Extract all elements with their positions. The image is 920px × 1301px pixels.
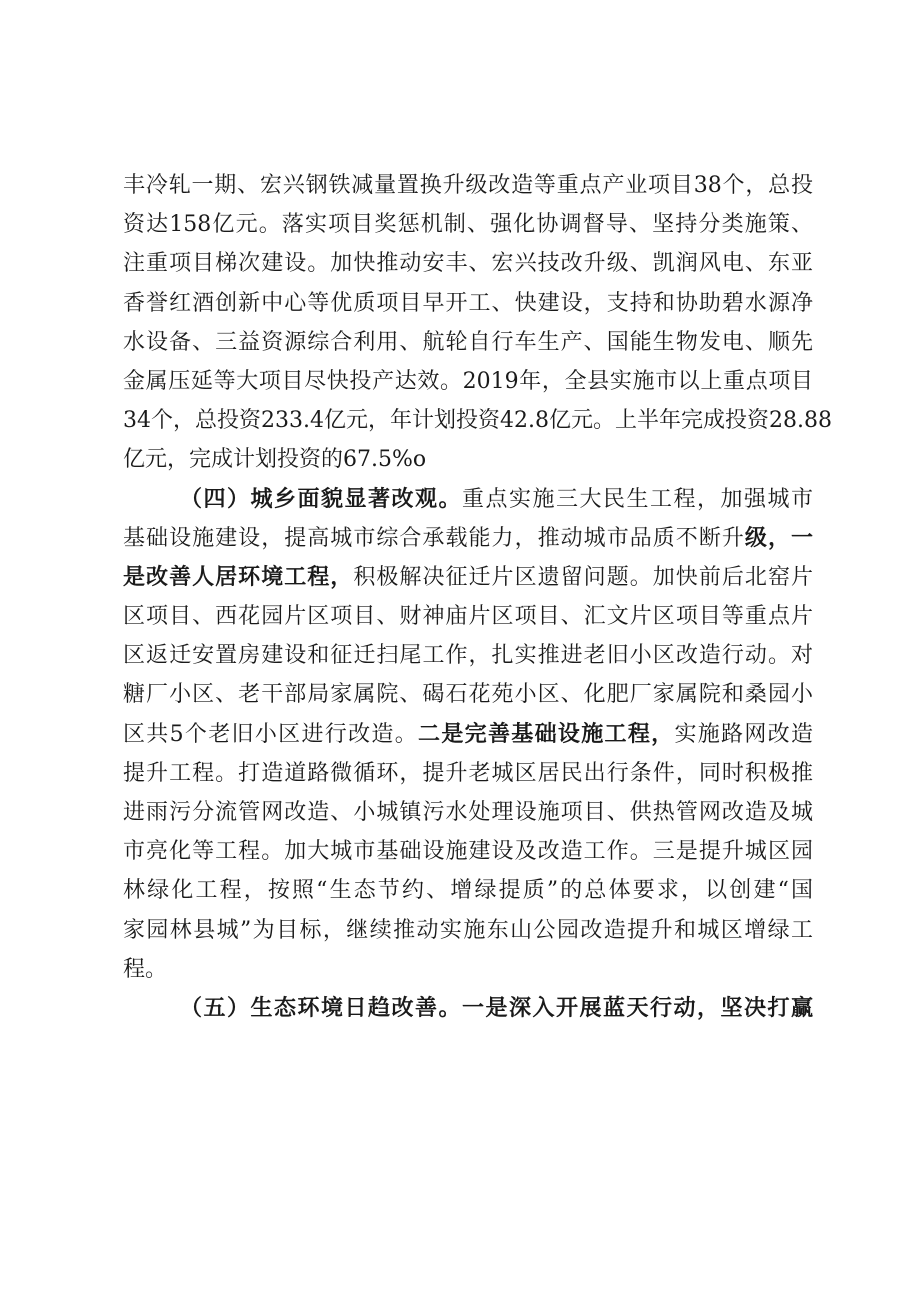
text-line: 亿元，完成计划投资的67.5%o — [123, 447, 427, 473]
text-line: 林绿化工程，按照“生态节约、增绿提质”的总体要求，以创建“国 — [123, 878, 813, 904]
text-line: 丰冷轧一期、宏兴钢铁减量置换升级改造等重点产业项目38个，总投 — [123, 173, 813, 198]
text-line: 程。 — [123, 956, 168, 982]
text-line: 市亮化等工程。加大城市基础设施建设及改造工作。三是提升城区园 — [123, 839, 813, 865]
section-heading-line — [123, 989, 813, 1028]
text-line: 水设备、三益资源综合利用、航轮自行车生产、国能生物发电、顺先 — [123, 329, 813, 355]
text-line: 34个，总投资233.4亿元，年计划投资42.8亿元。上半年完成投资28.88 — [123, 408, 832, 434]
text-line: 家园林县城”为目标，继续推动实施东山公园改造提升和城区增绿工 — [123, 917, 813, 943]
text-line: 区返迁安置房建设和征迁扫尾工作，扎实推进老旧小区改造行动。对 — [123, 643, 813, 669]
text-line: 香誉红酒创新中心等优质项目早开工、快建设，支持和协助碧水源净 — [123, 290, 813, 316]
section-heading-4: （四）城乡面貌显著改观。 — [180, 485, 462, 512]
text-line: 区项目、西花园片区项目、财神庙片区项目、汇文片区项目等重点片 — [123, 604, 813, 630]
text-line: 注重项目梯次建设。加快推动安丰、宏兴技改升级、凯润风电、东亚 — [123, 251, 813, 277]
text-line: 糖厂小区、老干部局家属院、碣石花苑小区、化肥厂家属院和桑园小 — [123, 682, 813, 708]
text-line: 资达158亿元。落实项目奖惩机制、强化协调督导、坚持分类施策、 — [123, 212, 813, 238]
text-line: 进雨污分流管网改造、小城镇污水处理设施项目、供热管网改造及城 — [123, 800, 813, 825]
text-line: 是改善人居环境工程，积极解决征迁片区遗留问题。加快前后北窑片 — [123, 563, 813, 590]
text-line: 提升工程。打造道路微循环，提升老城区居民出行条件，同时积极推 — [123, 760, 813, 786]
text-line: 基础设施建设，提高城市综合承载能力，推动城市品质不断升级，一 — [123, 524, 813, 551]
section-heading-5: （五）生态环境日趋改善。一是深入开展蓝天行动，坚决打赢 — [180, 994, 813, 1021]
body-text — [123, 166, 832, 1028]
text-line: 区共5个老旧小区进行改造。二是完善基础设施工程，实施路网改造 — [123, 720, 813, 747]
text-line: 金属压延等大项目尽快投产达效。2019年，全县实施市以上重点项目 — [123, 368, 813, 394]
section-heading-line: （四）城乡面貌显著改观。重点实施三大民生工程，加强城市 — [180, 485, 813, 512]
